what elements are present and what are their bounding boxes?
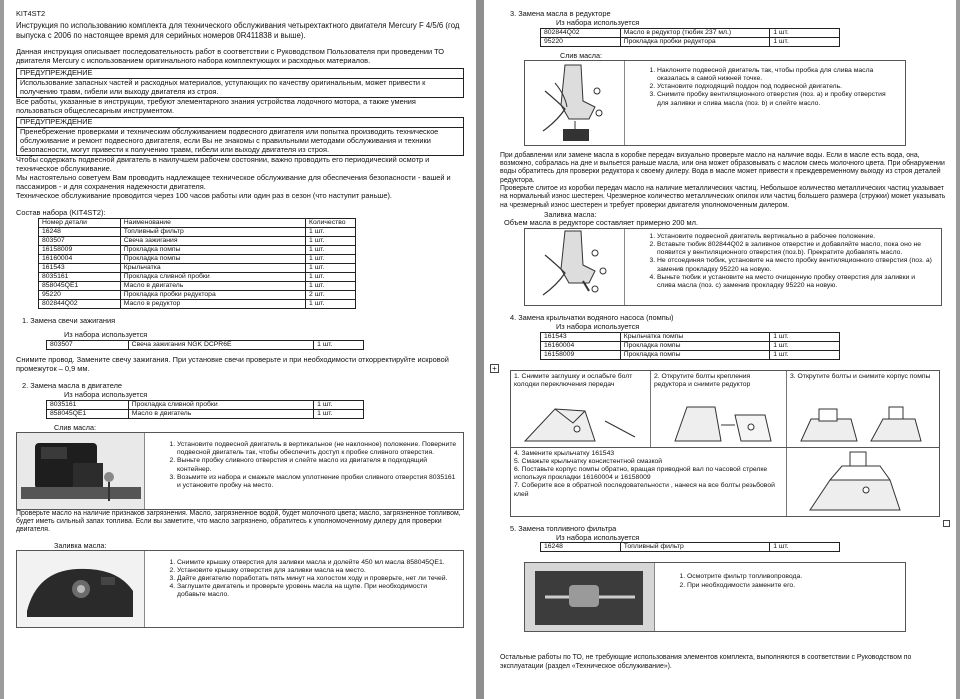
- part-number: 16158009: [541, 350, 621, 359]
- oil-check-text: Проверьте масло на наличие признаков загрязнения. Масло, загрязненное водой, будет молочного цвета; масло, загрязненное топливом, будет иметь сильный запах топлива. Если вы заметите, что масло загрязнено, обратитесь к уполномоченному дилеру для проверки двигателя.: [16, 509, 461, 534]
- table-row: [39, 299, 356, 308]
- water-pump-table: [540, 332, 840, 360]
- table-row: [39, 272, 356, 281]
- part-number: 858045QE1: [39, 281, 121, 290]
- step-item: 7. Соберите все в обратной последовательности , нанеся на все болты резьбовой клей: [514, 482, 775, 498]
- part-name: Прокладка пробки редуктора: [620, 37, 770, 46]
- part-qty: 1 шт.: [306, 263, 356, 272]
- caption-oil-drain: Слив масла:: [54, 422, 96, 432]
- part-name: Масло в редуктор (тюбик 237 мл.): [620, 28, 770, 37]
- gearcase-drain-illustration: [525, 61, 625, 145]
- part-qty: 1 шт.: [306, 236, 356, 245]
- part-name: Топливный фильтр: [120, 227, 305, 236]
- table-row: [39, 254, 356, 263]
- part-qty: 1 шт.: [306, 227, 356, 236]
- table-header: Количество: [306, 218, 356, 227]
- part-name: Прокладка сливной пробки: [120, 272, 305, 281]
- spark-plug-table: [46, 340, 364, 350]
- part-number: 8035161: [47, 400, 129, 409]
- part-qty: 1 шт.: [314, 341, 364, 350]
- gear-drain-steps: [625, 61, 905, 145]
- part-name: Прокладка помпы: [120, 245, 305, 254]
- pump-steps-continued: [510, 448, 940, 517]
- step-item: 4. Заглушите двигатель и проверьте уровень масла на щупе. При необходимости добавьте масло.: [177, 583, 457, 599]
- doc-title: Инструкция по использованию комплекта для технического обслуживания четырехтактного двигателя Mercury F 4/5/6 (год выпуска с 2006 по настоящее время для серийных номеров 0R411838 и выше).: [16, 20, 460, 40]
- engine-drain-photo: [17, 433, 145, 509]
- pump-step-text: 2. Открутите болты крепления редуктора и снимите редуктор: [654, 372, 751, 388]
- part-name: Свеча зажигания: [120, 236, 305, 245]
- caption-gear-fill: Заливка масла:: [544, 209, 597, 219]
- part-qty: 1 шт.: [306, 299, 356, 308]
- step-item: 1. Снимите крышку отверстия для заливки масла и долейте 450 мл масла 858045QE1.: [177, 559, 457, 567]
- kit-used-label: Из набора используется: [64, 390, 148, 400]
- oil-fill-block: [16, 550, 464, 628]
- oil-drain-block: [16, 432, 464, 510]
- table-row: [541, 28, 840, 37]
- step-item: 1. Наклоните подвесной двигатель так, чтобы пробка для слива масла оказалась в самой нижней точке.: [657, 67, 899, 83]
- oil-drain-steps: [145, 433, 463, 509]
- part-qty: 1 шт.: [770, 543, 840, 552]
- kit-used-label: Из набора используется: [556, 17, 640, 27]
- part-name: Прокладка помпы: [120, 254, 305, 263]
- part-number: 16160004: [541, 341, 621, 350]
- step-item: 3. Снимите пробку вентиляционного отверстия (поз. а) и пробку отверстия для заливки и слива масла (поз. b) и слейте масло.: [657, 91, 899, 107]
- part-qty: 1 шт.: [770, 37, 840, 46]
- part-qty: 2 шт.: [306, 290, 356, 299]
- table-row: [39, 227, 356, 236]
- pump-steps-list: [511, 448, 787, 516]
- table-row: [39, 290, 356, 299]
- caption-oil-fill: Заливка масла:: [54, 540, 107, 550]
- step-item: 4. Выньте тюбик и установите на место очищенную пробку отверстия для заливки и слива масла (поз. с) заменив прокладку 95220 на новую.: [657, 274, 935, 290]
- part-number: 858045QE1: [47, 409, 129, 418]
- step-item: 2. При необходимости замените его.: [687, 582, 899, 590]
- composition-table: [38, 218, 356, 309]
- part-qty: 1 шт.: [770, 332, 840, 341]
- table-row: [541, 350, 840, 359]
- intro-text: Данная инструкция описывает последовательность работ в соответствии с Руководством Пользователя при проведении ТО двигателя Mercury с использованием оригинального набора комплектующих и расходных материалов.: [16, 47, 445, 65]
- part-name: Прокладка пробки редуктора: [120, 290, 305, 299]
- step-item: 4. Замените крыльчатку 161543: [514, 449, 615, 457]
- kit-used-label: Из набора используется: [64, 330, 148, 340]
- fuel-filter-block: [524, 562, 906, 632]
- part-qty: 1 шт.: [306, 254, 356, 263]
- step-item: 1. Осмотрите фильтр топливопровода.: [687, 573, 899, 581]
- table-row: [541, 543, 840, 552]
- step-item: 3. Возьмите из набора и смажьте маслом уплотнение пробки сливного отверстия 8035161 и установите пробку на место.: [177, 474, 457, 490]
- step-item: 5. Смажьте крыльчатку консистентной смазкой: [514, 457, 663, 465]
- section-title-spark-plug: 1. Замена свечи зажигания: [22, 315, 116, 325]
- pump-step-cell: [651, 371, 787, 447]
- part-number: 803507: [47, 341, 129, 350]
- step-item: 1. Установите подвесной двигатель вертикально в рабочее положение.: [657, 233, 935, 241]
- step-item: 1. Установите подвесной двигатель в вертикальное (не наклонное) положение. Поверните подвесной двигатель так, чтобы обеспечить доступ к пробке сливного отверстия.: [177, 441, 457, 457]
- part-qty: 1 шт.: [306, 245, 356, 254]
- warning-heading: ПРЕДУПРЕЖДЕНИЕ: [20, 67, 93, 77]
- table-row: [541, 341, 840, 350]
- caption-gear-drain: Слив масла:: [560, 50, 602, 60]
- water-check-text: При добавлении или замене масла в коробке передач визуально проверьте масло на наличие воды. Если в масле есть вода, она, возможно, собралась на дне и выльется раньше масла, или она может образовывать с маслом смесь молочного цвета. При обнаружении воды обратитесь для проверки редуктора к своему дилеру. Вода в масле может привести к преждевременному выходу из строя деталей редуктора.: [500, 151, 945, 184]
- table-row: [541, 332, 840, 341]
- part-number: 16160004: [39, 254, 121, 263]
- part-qty: 1 шт.: [770, 350, 840, 359]
- part-qty: 1 шт.: [314, 409, 364, 418]
- part-name: Свеча зажигания NGK DCPR6E: [128, 341, 314, 350]
- part-number: 16158009: [39, 245, 121, 254]
- step-item: 6. Поставьте корпус помпы обратно, вращая приводной вал по часовой стрелке используя прокладки 16160004 и 16158009: [514, 466, 768, 482]
- kit-used-label: Из набора используется: [556, 532, 640, 542]
- step-item: 2. Установите подходящий поддон под подвесной двигатель.: [657, 83, 899, 91]
- table-row: [39, 281, 356, 290]
- part-number: 8035161: [39, 272, 121, 281]
- part-name: Масло в редуктор: [120, 299, 305, 308]
- gear-fill-block: [524, 228, 942, 306]
- part-name: Масло в двигатель: [128, 409, 313, 418]
- pump-step-cell: [511, 371, 651, 447]
- section-title-fuel-filter: 5. Замена топливного фильтра: [510, 523, 617, 533]
- table-row: [39, 245, 356, 254]
- part-name: Крыльчатка помпы: [620, 332, 770, 341]
- fuel-filter-steps: [655, 563, 905, 631]
- table-row: [47, 409, 364, 418]
- part-name: Прокладка помпы: [620, 341, 770, 350]
- part-qty: 1 шт.: [770, 341, 840, 350]
- spark-plug-text: Снимите провод. Замените свечу зажигания. При установке свечи проверьте и при необходимости откорректируйте искровой промежуток – 0,9 мм.: [16, 355, 449, 374]
- part-number: 161543: [541, 332, 621, 341]
- step-item: 2. Выньте пробку сливного отверстия и слейте масло из двигателя в подходящий контейнер.: [177, 457, 457, 473]
- part-qty: 1 шт.: [770, 28, 840, 37]
- part-qty: 1 шт.: [306, 272, 356, 281]
- table-header-row: [39, 218, 356, 227]
- pump-assembly-illustration: [787, 448, 939, 516]
- warning-heading: ПРЕДУПРЕЖДЕНИЕ: [20, 117, 93, 127]
- table-row: [39, 236, 356, 245]
- section-title-engine-oil: 2. Замена масла в двигателе: [22, 381, 123, 391]
- fuel-filter-photo: [525, 563, 655, 631]
- page-gap: [476, 0, 484, 699]
- final-note: Остальные работы по ТО, не требующие использования элементов комплекта, выполняются в соответствии с Руководством по эксплуатации (раздел «Техническое обслуживание»).: [500, 654, 912, 670]
- gearcase-fill-illustration: [525, 229, 625, 305]
- composition-title: Состав набора (KIT4ST2):: [16, 207, 106, 217]
- engine-oil-table: [46, 400, 364, 419]
- table-header: Номер детали: [39, 218, 121, 227]
- table-header: Наименование: [120, 218, 305, 227]
- section-title-water-pump: 4. Замена крыльчатки водяного насоса (помпы): [510, 312, 674, 322]
- pump-illustration-table: [510, 370, 940, 448]
- pump-step-text: 1. Снимите заглушку и ослабьте болт колодки переключения передач: [514, 372, 633, 388]
- table-row: [47, 400, 364, 409]
- engine-fill-photo: [17, 551, 145, 627]
- part-qty: 1 шт.: [306, 281, 356, 290]
- paragraph: Мы настоятельно советуем Вам проводить надлежащее техническое обслуживание для обеспечения безопасности - вашей и пассажиров - и для сохранения надежности двигателя.: [16, 172, 451, 191]
- table-resize-handle[interactable]: [943, 520, 950, 527]
- qualification-note: Все работы, указанные в инструкции, требуют элементарного знания устройства лодочного мотора, а также умения пользоваться общеслесарным инструментом.: [16, 96, 416, 115]
- gear-fill-steps: [625, 229, 941, 305]
- step-item: 3. Дайте двигателю поработать пять минут на холостом ходу и проверьте, нет ли течей.: [177, 575, 457, 583]
- part-number: 95220: [541, 37, 621, 46]
- pump-step-text: 3. Открутите болты и снимите корпус помпы: [790, 372, 931, 380]
- step-item: 2. Установите крышку отверстия для заливки масла на место.: [177, 567, 457, 575]
- page-right: [484, 0, 956, 699]
- section-title-gear-oil: 3. Замена масла в редукторе: [510, 9, 611, 18]
- oil-fill-steps: [145, 551, 463, 627]
- warning-text-2: Пренебрежение проверками и техническим обслуживанием подвесного двигателя или попытка производить техническое обслуживание и ремонт подвесного двигателя, если Вы не знакомы с правильными методами обслуживания и техники безопасности, могут привести к получению травм, гибели или выходу двигателя из строя.: [16, 128, 464, 156]
- table-row: [39, 263, 356, 272]
- part-number: 803507: [39, 236, 121, 245]
- part-name: Прокладка сливной пробки: [128, 400, 313, 409]
- step-item: 2. Вставьте тюбик 802844Q02 в заливное отверстие и добавляйте масло, пока оно не появится у вентиляционного отверстия (поз.b). Прекратите добавлять масло.: [657, 241, 935, 257]
- step-item: 3. Не отсоединяя тюбик, установите на место пробку вентиляционного отверстия (поз. а) заменив прокладку 95220 на новую.: [657, 257, 935, 273]
- pump-step-cell: [787, 371, 939, 447]
- fuel-filter-table: [540, 542, 840, 552]
- table-move-handle[interactable]: +: [490, 364, 499, 373]
- paragraph: Техническое обслуживание проводится через 100 часов работы или один раз в сезон (что наступит раньше).: [16, 190, 392, 200]
- gear-oil-table: [540, 28, 840, 47]
- gear-oil-volume: Объем масла в редукторе составляет примерно 200 мл.: [504, 217, 698, 227]
- part-number: 802844Q02: [39, 299, 121, 308]
- kit-used-label: Из набора используется: [556, 321, 640, 331]
- page-left: [4, 0, 476, 699]
- gear-drain-block: [524, 60, 906, 146]
- part-name: Прокладка помпы: [620, 350, 770, 359]
- pump-steps-block: [492, 363, 940, 517]
- part-name: Крыльчатка: [120, 263, 305, 272]
- part-number: 161543: [39, 263, 121, 272]
- part-qty: 1 шт.: [314, 400, 364, 409]
- table-row: [541, 37, 840, 46]
- doc-code: KIT4ST2: [16, 9, 46, 18]
- part-name: Масло в двигатель: [120, 281, 305, 290]
- part-number: 95220: [39, 290, 121, 299]
- warning-text-1: Использование запасных частей и расходных материалов, уступающих по качеству оригинальным, может привести к получению травм, гибели или выходу двигателя из строя.: [16, 79, 464, 98]
- paragraph: Чтобы содержать подвесной двигатель в наилучшем рабочем состоянии, важно проводить его периодический осмотр и техническое обслуживание.: [16, 155, 430, 173]
- part-number: 802844Q02: [541, 28, 621, 37]
- metal-check-text: Проверьте слитое из коробки передач масло на наличие металлических частиц. Небольшое количество металлических частиц указывает на нормальный износ шестерен. Чрезмерное количество металлических опилок или частиц большего размера (стружки) может указывать на чрезмерный износ шестерен и требует проверки двигателя уполномоченным дилером.: [500, 185, 946, 209]
- part-number: 16248: [541, 543, 621, 552]
- table-row: [47, 341, 364, 350]
- part-number: 16248: [39, 227, 121, 236]
- part-name: Топливный фильтр: [620, 543, 770, 552]
